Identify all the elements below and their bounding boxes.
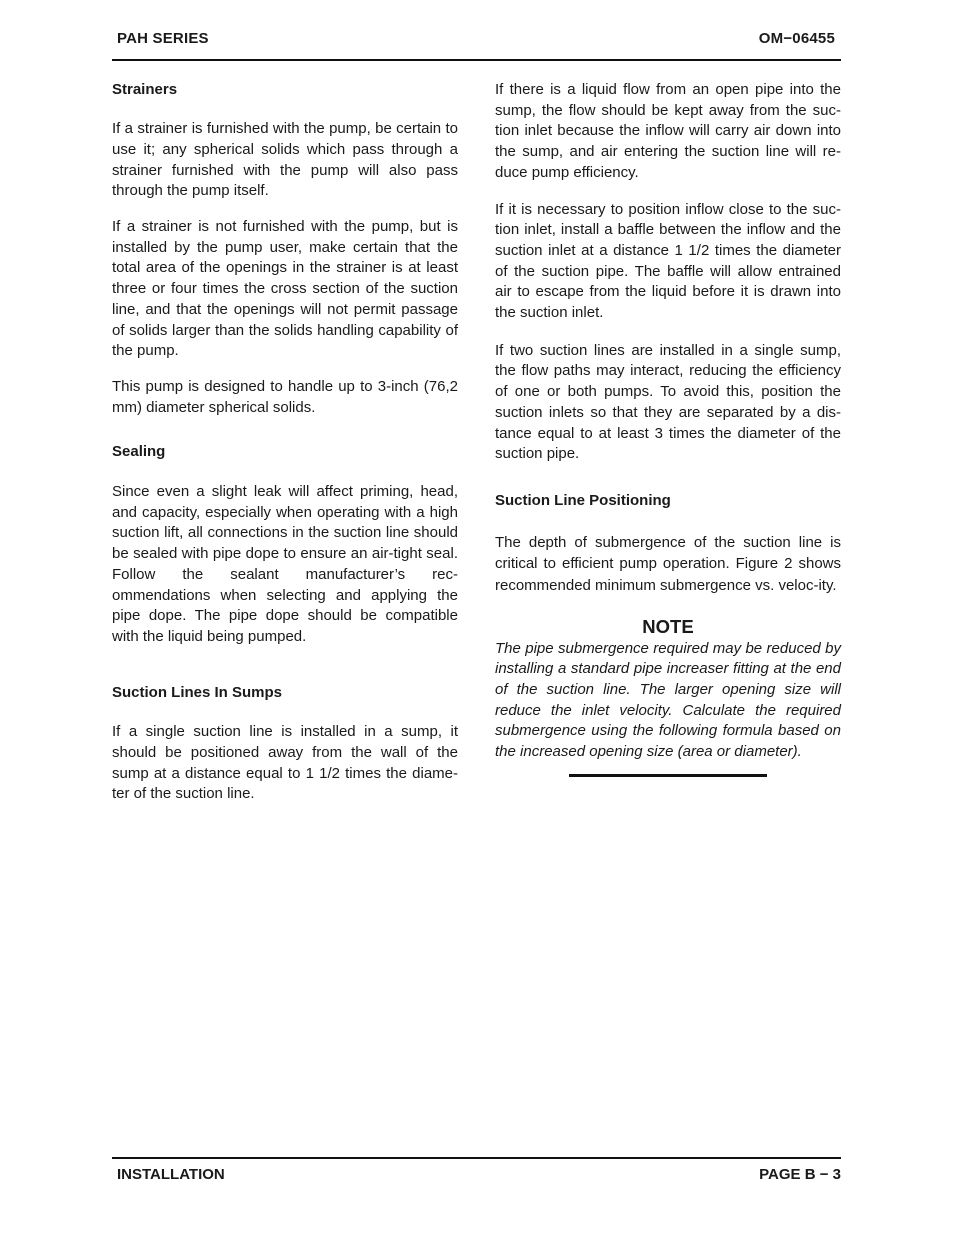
suction-lines-in-sumps-heading: Suction Lines In Sumps bbox=[112, 683, 283, 701]
sumps-paragraph-2: If there is a liquid flow from an open pipe into the sump, the flow should be kept away from the suc-tion inlet because the inflow will carry air down into the sump, and air entering the suction line will re-duce pump efficiency. bbox=[495, 81, 841, 181]
note-text: The pipe submergence required may be reduced by installing a standard pipe increaser fitting at the end of the suction line. The larger opening size will reduce the inlet velocity. Calculate the required submergence using the following formula based on the increased opening size (area or diameter). bbox=[495, 639, 841, 761]
sealing-heading: Sealing bbox=[112, 443, 166, 461]
strainers-heading: Strainers bbox=[112, 81, 178, 98]
strainers-paragraph-1: If a strainer is furnished with the pump, be certain to use it; any spherical solids which pass through a strainer furnished with the pump will also pass through the pump itself. bbox=[112, 120, 458, 200]
sumps-paragraph-3: If it is necessary to position inflow close to the suc-tion inlet, install a baffle between the inflow and the suction inlet at a distance 1 1/2 times the diameter of the suction pipe. The baffle will allow entrained air to escape from the liquid before it is drawn into the suction inlet. bbox=[495, 200, 841, 322]
footer-section: INSTALLATION bbox=[117, 1166, 225, 1183]
header-rule bbox=[112, 59, 841, 61]
header-doc-number: OM−06455 bbox=[758, 30, 835, 47]
sealing-paragraph: Since even a slight leak will affect priming, head, and capacity, especially when operating with a high suction lift, all connections in the suction line should be sealed with pipe dope to ensure an air-tight seal. Follow the sealant manufacturer’s rec-ommendations when selecting and applying the pipe dope. The pipe dope should be compatible with the liquid being pumped. bbox=[112, 483, 458, 645]
right-column bbox=[495, 80, 841, 777]
strainers-paragraph-2: If a strainer is not furnished with the pump, but is installed by the pump user, make certain that the total area of the openings in the strainer is at least three or four times the cross section of the suction line, and that the openings will not permit passage of solids larger than the solids handling capability of the pump. bbox=[112, 218, 458, 360]
note-title: NOTE bbox=[642, 616, 694, 638]
suction-line-positioning-heading: Suction Line Positioning bbox=[495, 491, 671, 509]
header-series: PAH SERIES bbox=[117, 30, 209, 47]
footer-page-number: PAGE B − 3 bbox=[759, 1166, 841, 1183]
note-divider bbox=[569, 774, 767, 777]
left-column bbox=[112, 80, 458, 805]
positioning-paragraph: The depth of submergence of the suction line is critical to efficient pump operation. Figure 2 shows recommended minimum submergence vs. veloc-ity. bbox=[495, 533, 841, 594]
sumps-paragraph-4: If two suction lines are installed in a single sump, the flow paths may interact, reducing the efficiency of one or both pumps. To avoid this, position the suction inlets so that they are separated by a dis-tance equal to at least 3 times the diameter of the suction pipe. bbox=[495, 341, 841, 463]
strainers-paragraph-3: This pump is designed to handle up to 3-inch (76,2 mm) diameter spherical solids. bbox=[112, 377, 458, 416]
footer-rule bbox=[112, 1157, 841, 1159]
sumps-paragraph-1: If a single suction line is installed in a sump, it should be positioned away from the wall of the sump at a distance equal to 1 1/2 times the diame-ter of the suction line. bbox=[112, 723, 458, 803]
